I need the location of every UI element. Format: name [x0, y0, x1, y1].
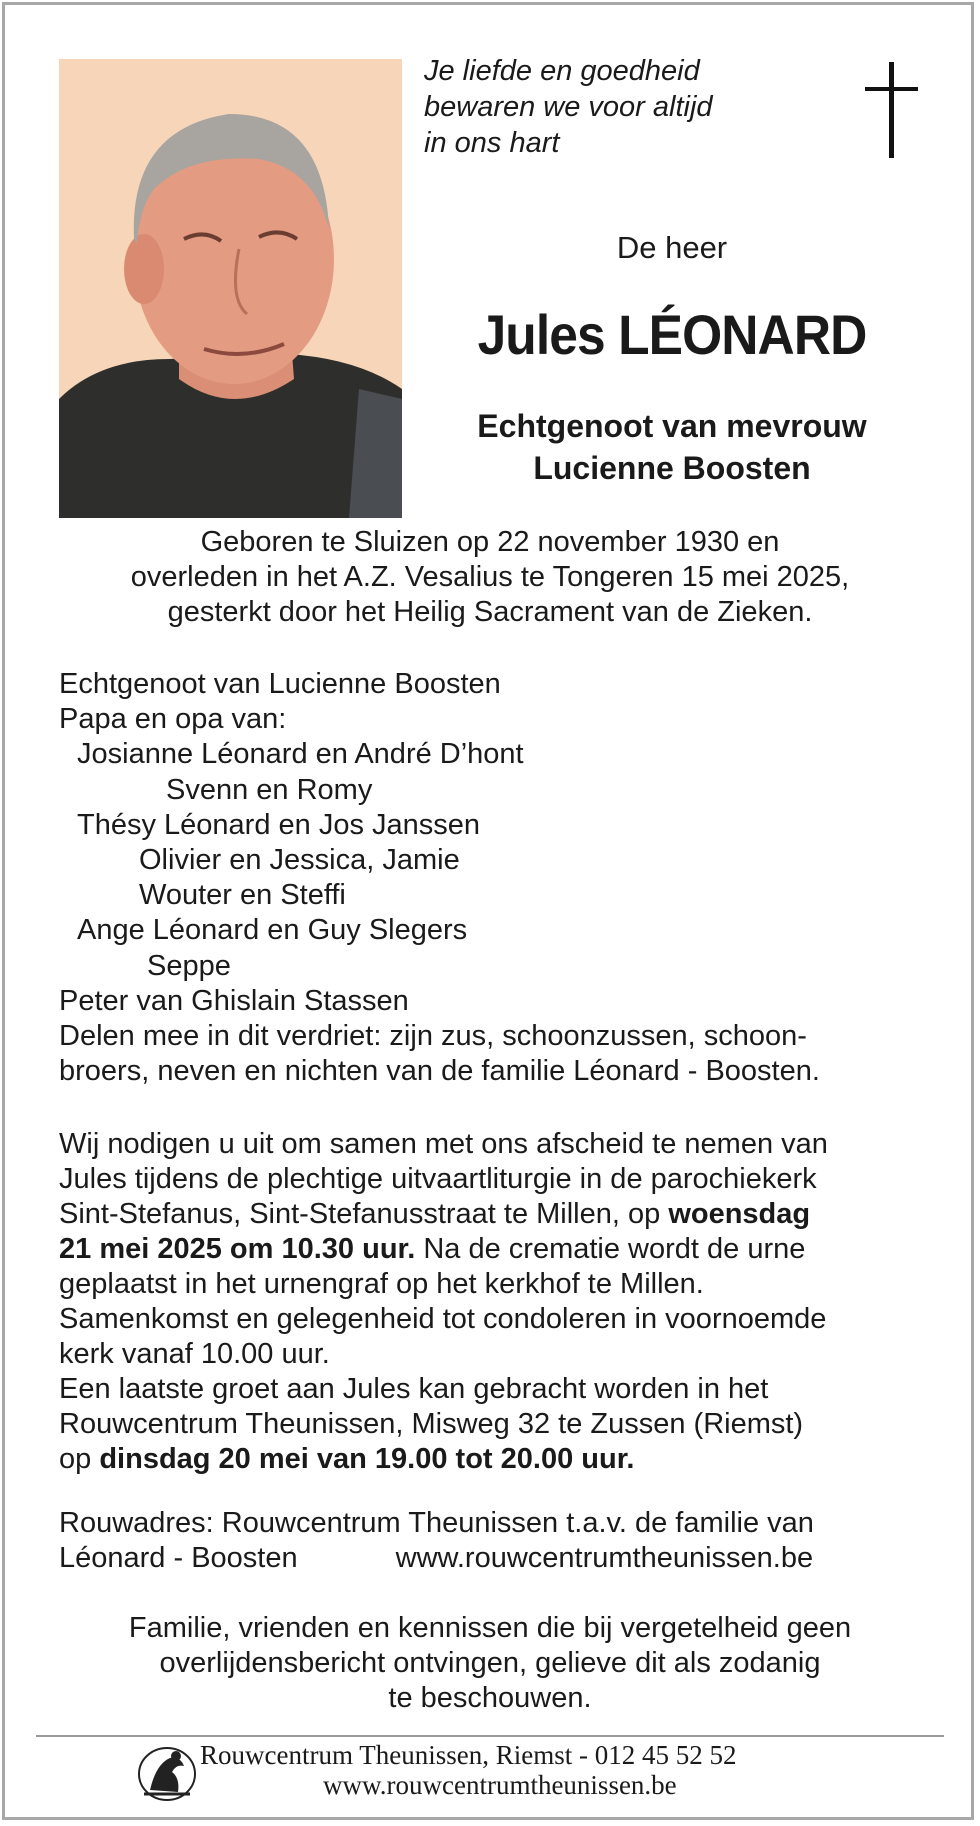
- invite-line: Rouwcentrum Theunissen, Misweg 32 te Zussen (Riemst): [59, 1408, 804, 1440]
- family-list: [59, 667, 820, 1089]
- funeral-home-logo-icon: [136, 1742, 198, 1802]
- family-intro: Papa en opa van:: [59, 703, 287, 736]
- spouse-line: Lucienne Boosten: [533, 450, 811, 486]
- visitation-time: dinsdag 20 mei van 19.00 tot 20.00 uur.: [99, 1443, 635, 1475]
- sacrament-line: gesterkt door het Heilig Sacrament van de Zieken.: [167, 596, 813, 628]
- family-child: Ange Léonard en Guy Slegers: [77, 914, 468, 947]
- invite-line: kerk vanaf 10.00 uur.: [59, 1338, 330, 1370]
- footer-website-link[interactable]: www.rouwcentrumtheunissen.be: [323, 1770, 677, 1800]
- portrait-photo: [59, 59, 402, 518]
- invite-line: [59, 1197, 939, 1232]
- address-line: [59, 1541, 939, 1576]
- funeral-invitation: [59, 1127, 939, 1477]
- birth-line: Geboren te Sluizen op 22 november 1930 en: [200, 526, 780, 558]
- address-family: Léonard - Boosten: [59, 1542, 298, 1574]
- title-prefix: De heer: [616, 230, 728, 265]
- deceased-name: Jules LÉONARD: [477, 303, 867, 366]
- quote-line: bewaren we voor altijd: [424, 91, 713, 123]
- invite-text: Na de crematie wordt de urne: [415, 1233, 806, 1265]
- cross-icon: [862, 60, 922, 160]
- closing-note: [59, 1611, 921, 1716]
- funeral-day: woensdag: [668, 1198, 811, 1230]
- quote-line: Je liefde en goedheid: [424, 55, 700, 87]
- closing-line: te beschouwen.: [388, 1682, 592, 1714]
- address-website-link[interactable]: www.rouwcentrumtheunissen.be: [395, 1542, 814, 1574]
- spouse-line: Echtgenoot van mevrouw: [477, 408, 867, 444]
- death-line: overleden in het A.Z. Vesalius te Tongeren 15 mei 2025,: [130, 561, 850, 593]
- invite-line: Samenkomst en gelegenheid tot condoleren in voornoemde: [59, 1303, 827, 1335]
- invite-line: [59, 1232, 939, 1267]
- family-grandchildren: Svenn en Romy: [166, 773, 373, 806]
- invite-line: Een laatste groet aan Jules kan gebracht worden in het: [59, 1373, 769, 1405]
- condolence-address: [59, 1506, 939, 1576]
- footer-divider: [36, 1735, 944, 1737]
- funeral-home-footer: [200, 1740, 900, 1800]
- family-share-line: broers, neven en nichten van de familie Léonard - Boosten.: [59, 1055, 820, 1088]
- family-spouse: Echtgenoot van Lucienne Boosten: [59, 668, 501, 700]
- closing-line: Familie, vrienden en kennissen die bij vergetelheid geen: [128, 1612, 852, 1644]
- family-child: Thésy Léonard en Jos Janssen: [77, 808, 481, 841]
- family-grandchildren: Olivier en Jessica, Jamie: [139, 844, 460, 877]
- family-share-line: Delen mee in dit verdriet: zijn zus, schoonzussen, schoon-: [59, 1020, 807, 1053]
- family-extra: Peter van Ghislain Stassen: [59, 984, 409, 1017]
- birth-death-info: [59, 525, 921, 630]
- spouse-heading: [424, 405, 920, 489]
- invite-text: op: [59, 1443, 100, 1475]
- family-grandchildren: Seppe: [147, 949, 231, 982]
- address-line: Rouwadres: Rouwcentrum Theunissen t.a.v. de familie van: [59, 1507, 814, 1539]
- invite-line: Wij nodigen u uit om samen met ons afscheid te nemen van: [59, 1128, 828, 1160]
- closing-line: overlijdensbericht ontvingen, gelieve dit als zodanig: [159, 1647, 821, 1679]
- funeral-date-time: 21 mei 2025 om 10.30 uur.: [59, 1233, 416, 1265]
- memorial-quote: [424, 53, 713, 161]
- footer-contact: Rouwcentrum Theunissen, Riemst - 012 45 52 52: [200, 1740, 737, 1770]
- family-grandchildren: Wouter en Steffi: [139, 879, 346, 912]
- invite-line: [59, 1442, 939, 1477]
- invite-line: Jules tijdens de plechtige uitvaartliturgie in de parochiekerk: [59, 1163, 817, 1195]
- invite-line: geplaatst in het urnengraf op het kerkhof te Millen.: [59, 1268, 704, 1300]
- quote-line: in ons hart: [424, 127, 560, 159]
- family-child: Josianne Léonard en André D’hont: [77, 738, 524, 771]
- invite-text: Sint-Stefanus, Sint-Stefanusstraat te Millen, op: [59, 1198, 669, 1230]
